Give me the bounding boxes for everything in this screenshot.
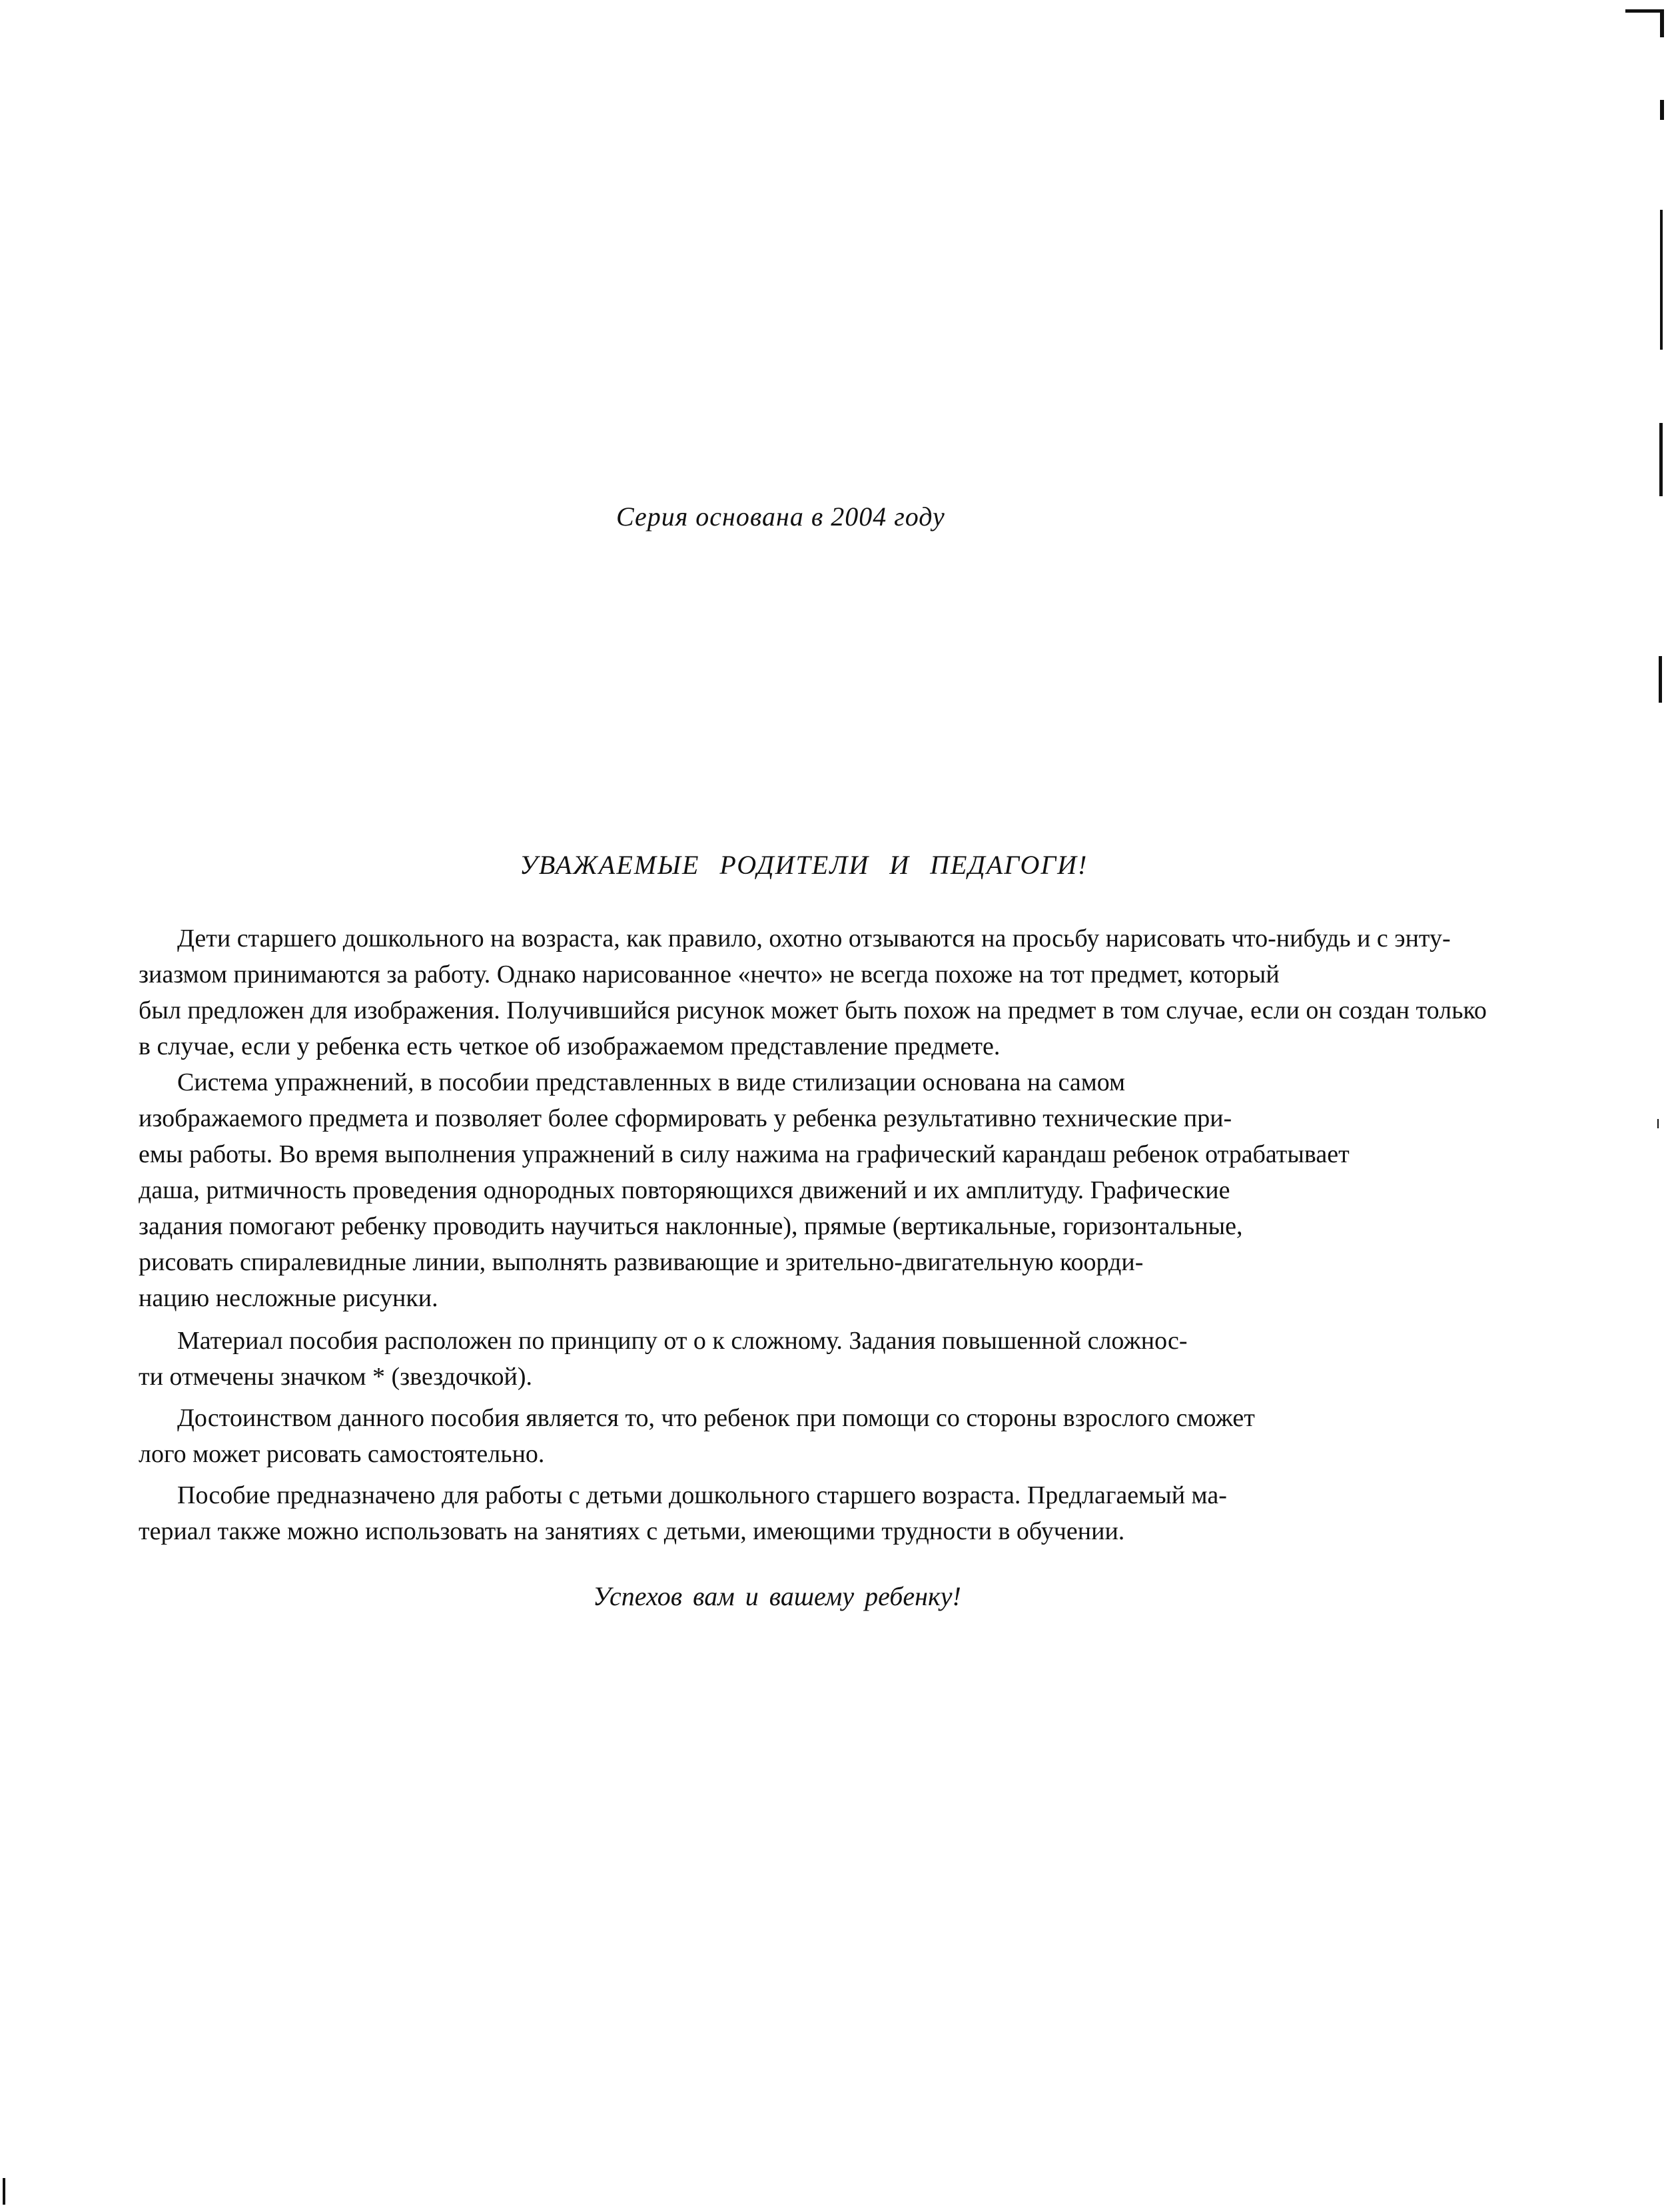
body-line: нацию несложные рисунки. [139, 1284, 438, 1312]
body-line: Пособие предназначено для работы с детьми дошкольного старшего возраста. Предлагаемый ма- [177, 1481, 1227, 1509]
body-line: Система упражнений, в пособии представленных в виде стилизации основана на самом [177, 1068, 1126, 1096]
body-line: рисовать спиралевидные линии, выполнять развивающие и зрительно-двигательную коорди- [139, 1248, 1144, 1276]
body-line: задания помогают ребенку проводить научиться наклонные), прямые (вертикальные, горизонтальные, [139, 1212, 1243, 1240]
series-note: Серия основана в 2004 году [616, 502, 945, 532]
closing-wish: Успехов вам и вашему ребенку! [593, 1581, 961, 1611]
scan-mark [1660, 100, 1664, 120]
body-line: в случае, если у ребенка есть четкое об изображаемом представление предмете. [139, 1032, 1001, 1060]
scan-mark [1660, 210, 1663, 350]
scan-mark [1659, 423, 1663, 496]
body-line: Достоинством данного пособия является то, что ребенок при помощи со стороны взрослого сможет [177, 1404, 1255, 1432]
body-line: даша, ритмичность проведения однородных повторяющихся движений и их амплитуду. Графические [139, 1176, 1230, 1204]
greeting-heading: УВАЖАЕМЫЕ РОДИТЕЛИ И ПЕДАГОГИ! [520, 850, 1088, 880]
body-line: изображаемого предмета и позволяет более сформировать у ребенка результативно технические при- [139, 1104, 1232, 1132]
body-line: емы работы. Во время выполнения упражнений в силу нажима на графический карандаш ребенок отрабатывает [139, 1140, 1350, 1168]
scan-mark [1659, 656, 1662, 703]
body-line: териал также можно использовать на занятиях с детьми, имеющими трудности в обучении. [139, 1517, 1125, 1545]
body-line: Дети старшего дошкольного на возраста, как правило, охотно отзываются на просьбу нарисовать что-нибудь и с энту- [177, 924, 1451, 952]
scan-mark [1657, 1119, 1659, 1128]
scan-mark [1625, 9, 1664, 13]
body-line: зиазмом принимаются за работу. Однако нарисованное «нечто» не всегда похоже на тот предмет, который [139, 960, 1280, 988]
body-line: ти отмечены значком * (звездочкой). [139, 1363, 533, 1391]
body-line: был предложен для изображения. Получившийся рисунок может быть похож на предмет в том случае, если он создан только [139, 996, 1487, 1024]
body-line: Материал пособия расположен по принципу от о к сложному. Задания повышенной сложнос- [177, 1327, 1188, 1355]
body-line: лого может рисовать самостоятельно. [139, 1440, 545, 1468]
scan-mark [3, 2178, 5, 2205]
scan-mark [1660, 9, 1664, 37]
